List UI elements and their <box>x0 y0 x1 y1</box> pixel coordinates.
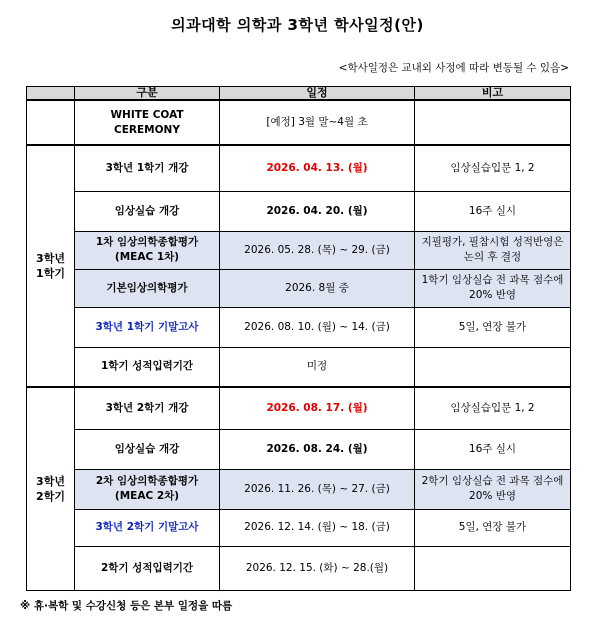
schedule-s1-meac: 2026. 05. 28. (목) ~ 29. (금) <box>220 231 415 269</box>
table-row <box>27 429 571 469</box>
schedule-s1-opening: 2026. 04. 13. (월) <box>220 145 415 191</box>
item-s2-clinical: 임상실습 개강 <box>75 429 220 469</box>
remark-s2-clinical: 16주 실시 <box>415 429 571 469</box>
item-s1-clinical: 임상실습 개강 <box>75 191 220 231</box>
semester1-label-line2: 1학기 <box>36 267 65 280</box>
semester1-label <box>27 145 75 387</box>
item-s1-grades: 1학기 성적입력기간 <box>75 347 220 387</box>
remark-s1-final: 5일, 연장 불가 <box>415 307 571 347</box>
item-s1-basic-eval: 기본임상의학평가 <box>75 269 220 307</box>
remark-s2-grades <box>415 546 571 590</box>
table-row <box>27 191 571 231</box>
schedule-s1-basic-eval: 2026. 8월 중 <box>220 269 415 307</box>
header-remark: 비고 <box>415 87 571 101</box>
footer-note: ※ 휴·복학 및 수강신청 등은 본부 일정을 따름 <box>20 600 233 612</box>
schedule-s1-grades: 미정 <box>220 347 415 387</box>
item-s1-opening: 3학년 1학기 개강 <box>75 145 220 191</box>
schedule-s2-meac: 2026. 11. 26. (목) ~ 27. (금) <box>220 469 415 509</box>
empty-cell <box>27 100 75 145</box>
table-row <box>27 269 571 307</box>
remark-s1-meac: 지필평가, 필참시험 성적반영은 논의 후 결정 <box>415 231 571 269</box>
table-row <box>27 347 571 387</box>
table-row <box>27 145 571 191</box>
table-row <box>27 231 571 269</box>
header-category: 구분 <box>75 87 220 101</box>
schedule-s1-clinical: 2026. 04. 20. (월) <box>220 191 415 231</box>
item-s2-meac: 2차 임상의학종합평가 (MEAC 2차) <box>75 469 220 509</box>
header-empty <box>27 87 75 101</box>
schedule-s2-clinical: 2026. 08. 24. (월) <box>220 429 415 469</box>
table-header-row <box>27 87 571 101</box>
remark-s1-opening: 임상실습입문 1, 2 <box>415 145 571 191</box>
table-row <box>27 546 571 590</box>
header-schedule: 일정 <box>220 87 415 101</box>
semester2-label-line2: 2학기 <box>36 489 65 503</box>
remark-s2-final: 5일, 연장 불가 <box>415 509 571 546</box>
schedule-notice: <학사일정은 교내외 사정에 따라 변동될 수 있음> <box>338 62 569 74</box>
table-row <box>27 509 571 546</box>
schedule-s1-final: 2026. 08. 10. (월) ~ 14. (금) <box>220 307 415 347</box>
item-s2-final: 3학년 2학기 기말고사 <box>75 509 220 546</box>
schedule-table <box>26 86 571 591</box>
item-s1-meac: 1차 임상의학종합평가 (MEAC 1차) <box>75 231 220 269</box>
item-s1-final: 3학년 1학기 기말고사 <box>75 307 220 347</box>
table-row <box>27 100 571 145</box>
semester2-label <box>27 387 75 590</box>
page-title: 의과대학 의학과 3학년 학사일정(안) <box>171 16 424 34</box>
remark-s1-grades <box>415 347 571 387</box>
remark-white-coat <box>415 100 571 145</box>
item-s2-grades: 2학기 성적입력기간 <box>75 546 220 590</box>
remark-s1-basic-eval: 1학기 임상실습 전 과목 점수에 20% 반영 <box>415 269 571 307</box>
table-row <box>27 469 571 509</box>
semester2-label-line1: 3학년 <box>36 474 65 488</box>
schedule-white-coat: [예정] 3월 말~4월 초 <box>220 100 415 145</box>
schedule-s2-grades: 2026. 12. 15. (화) ~ 28.(월) <box>220 546 415 590</box>
item-white-coat: WHITE COAT CEREMONY <box>75 100 220 145</box>
item-s2-opening: 3학년 2학기 개강 <box>75 387 220 429</box>
table-row <box>27 307 571 347</box>
schedule-s2-final: 2026. 12. 14. (월) ~ 18. (금) <box>220 509 415 546</box>
semester1-label-line1: 3학년 <box>36 252 65 265</box>
remark-s2-opening: 임상실습입문 1, 2 <box>415 387 571 429</box>
remark-s2-meac: 2학기 임상실습 전 과목 점수에 20% 반영 <box>415 469 571 509</box>
schedule-s2-opening: 2026. 08. 17. (월) <box>220 387 415 429</box>
remark-s1-clinical: 16주 실시 <box>415 191 571 231</box>
table-row <box>27 387 571 429</box>
